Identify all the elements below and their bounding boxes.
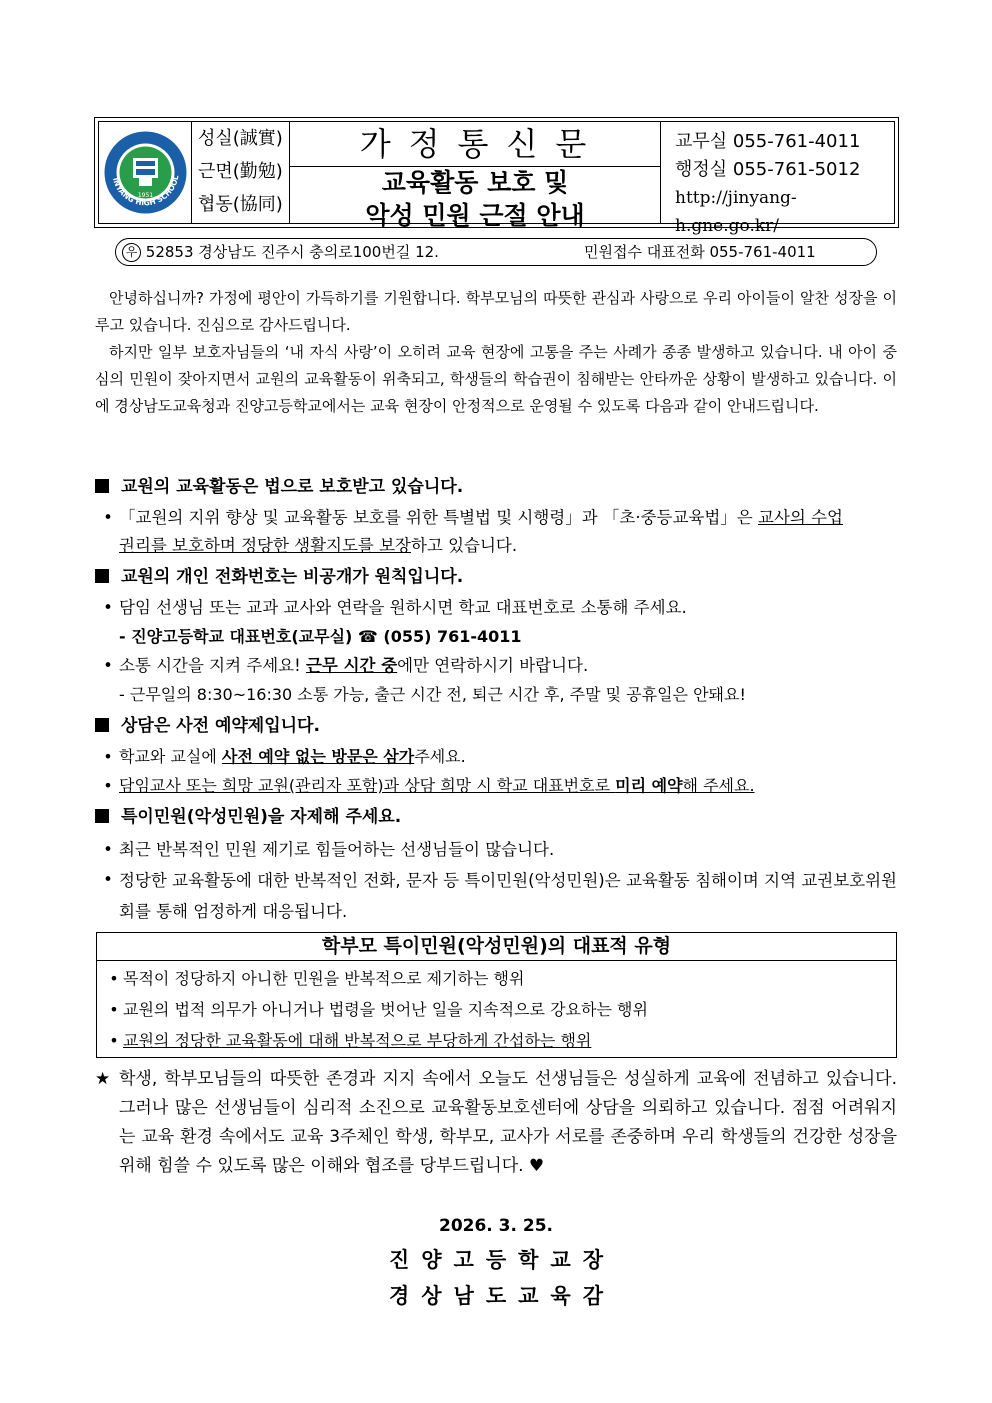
bullet-icon: • [103, 840, 113, 859]
contact-admin: 행정실 055-761-5012 [675, 159, 861, 180]
section-2-sub-2: - 근무일의 8:30~16:30 소통 가능, 출근 시간 전, 퇴근 시간 후, 주말 및 공휴일은 안돼요! [119, 685, 746, 704]
postal-mark: 우 [122, 243, 141, 262]
bullet-icon: • [103, 870, 113, 889]
s2-item2-underline: 근무 시간 중 [305, 656, 398, 675]
s2-item2-text: 소통 시간을 지켜 주세요! [119, 656, 306, 675]
box-item-2 [97, 994, 896, 1025]
box-item-1-text: 목적이 정당하지 아니한 민원을 반복적으로 제기하는 행위 [123, 969, 525, 988]
doc-title-line2: 악성 민원 근절 안내 [365, 201, 585, 230]
section-3-item-1 [97, 743, 897, 771]
section-3-heading [95, 712, 320, 740]
section-2-item-2 [97, 652, 897, 680]
closing-paragraph [95, 1065, 897, 1181]
s2-item2-end: 에만 연락하시기 바랍니다. [397, 656, 589, 675]
square-bullet-icon [95, 809, 109, 823]
section-4-heading [95, 803, 401, 831]
doc-title-line1: 교육활동 보호 및 [381, 168, 569, 197]
emblem-year: 1951 [137, 192, 154, 199]
box-title: 학부모 특이민원(악성민원)의 대표적 유형 [97, 933, 896, 961]
contact-office: 교무실 055-761-4011 [675, 131, 861, 152]
motto-3: 협동(協同) [198, 194, 283, 215]
box-item-3-text: 교원의 정당한 교육활동에 대해 반복적으로 부당하게 간섭하는 행위 [123, 1031, 592, 1050]
signature-superintendent: 경상남도교육감 [388, 1284, 615, 1308]
s4-item2-text: 정당한 교육활동에 대한 반복적인 전화, 문자 등 특이민원(악성민원)은 교육활동 침해이며 지역 교권보호위원회를 통해 엄정하게 대응됩니다. [119, 871, 897, 921]
square-bullet-icon [95, 718, 109, 732]
section-1-title: 교원의 교육활동은 법으로 보호받고 있습니다. [121, 477, 464, 497]
s3-item2-bold: 미리 예약 [615, 776, 683, 795]
complaint-types-box [96, 932, 897, 1058]
contact-website[interactable]: http://jinyang-h.gne.go.kr/ [675, 188, 797, 236]
section-1-heading [95, 473, 463, 501]
box-item-2-text: 교원의 법적 의무가 아니거나 법령을 벗어난 일을 지속적으로 강요하는 행위 [123, 1000, 648, 1019]
address-bar [115, 238, 877, 266]
bullet-icon: • [103, 656, 113, 675]
section-2-sub-1: - 진양고등학교 대표번호(교무실) ☎ (055) 761-4011 [119, 627, 522, 646]
s3-item2-text: 담임교사 또는 희망 교원(관리자 포함)과 상담 희망 시 학교 대표번호로 [119, 776, 616, 795]
bullet-icon: • [103, 508, 113, 527]
bullet-icon: • [109, 1031, 119, 1050]
s1-item1-underline-2: 권리를 보호하며 정당한 생활지도를 보장 [119, 536, 411, 555]
bullet-icon: • [103, 747, 113, 766]
s3-item1-text: 학교와 교실에 [119, 747, 222, 766]
s2-item1-text: 담임 선생님 또는 교과 교사와 연락을 원하시면 학교 대표번호로 소통해 주세요. [119, 598, 687, 617]
s1-item1-text: 「교원의 지위 향상 및 교육활동 보호를 위한 특별법 및 시행령」과 「초·중등교육법」은 [119, 508, 758, 527]
section-2-item-1 [97, 594, 897, 622]
s3-item2-end: 해 주세요. [682, 776, 755, 795]
bullet-icon: • [103, 598, 113, 617]
closing-text: 학생, 학부모님들의 따뜻한 존경과 지지 속에서 오늘도 선생님들은 성실하게 교육에 전념하고 있습니다. 그러나 많은 선생님들이 심리적 소진으로 교육활동보호센터에 상담을 의뢰하고 있습니다. 점점 어려워지는 교육 환경 속에서도 교육 3주체인 학생, 학부모, 교사가 서로를 존중하며 우리 학생들의 건강한 성장을 위해 힘쓸 수 있도록 많은 이해와 협조를 당부드립니다. [119, 1069, 897, 1176]
section-4-item-1 [97, 836, 897, 864]
section-1-item-1 [97, 504, 897, 532]
signature-principal: 진양고등학교장 [388, 1248, 615, 1272]
box-item-1 [97, 963, 896, 994]
box-item-3 [97, 1025, 896, 1056]
bullet-icon: • [109, 1000, 119, 1019]
banner-title: 가정통신문 [290, 122, 660, 167]
section-3-title: 상담은 사전 예약제입니다. [121, 716, 320, 736]
section-1-item-1-cont [119, 532, 897, 560]
intro-paragraph-1: 안녕하십니까? 가정에 평안이 가득하기를 기원합니다. 학부모님의 따뜻한 관심과 사랑으로 우리 아이들이 알찬 성장을 이루고 있습니다. 진심으로 감사드립니다. [95, 289, 897, 334]
s1-item1-end: 하고 있습니다. [410, 536, 518, 555]
section-2-title: 교원의 개인 전화번호는 비공개가 원칙입니다. [121, 567, 464, 587]
s3-item1-underline: 사전 예약 없는 방문은 삼가 [221, 747, 415, 766]
section-4-item-2 [97, 866, 897, 927]
section-4-title: 특이민원(악성민원)을 자제해 주세요. [121, 807, 402, 827]
section-3-item-2 [97, 772, 897, 800]
square-bullet-icon [95, 479, 109, 493]
bullet-icon: • [103, 776, 113, 795]
title-cell [290, 122, 661, 230]
motto-cell [192, 122, 290, 223]
logo-cell [99, 122, 192, 223]
section-2-heading [95, 563, 463, 591]
emblem-text: INYANG HIGH SCHOOL [111, 174, 181, 208]
heart-icon: ♥ [528, 1156, 545, 1176]
bullet-icon: • [109, 969, 119, 988]
s4-item1-text: 최근 반복적인 민원 제기로 힘들어하는 선생님들이 많습니다. [119, 840, 555, 859]
motto-1: 성실(誠實) [198, 128, 283, 149]
school-emblem [103, 130, 188, 215]
motto-2: 근면(勤勉) [198, 161, 283, 182]
header [98, 121, 895, 236]
s3-item1-end: 주세요. [414, 747, 466, 766]
postal-address: 52853 경상남도 진주시 충의로100번길 12. [145, 243, 439, 261]
contact-cell [661, 122, 894, 236]
s1-item1-underline-1: 교사의 수업 [758, 508, 843, 527]
star-icon: ★ [95, 1069, 111, 1089]
hotline: 민원접수 대표전화 055-761-4011 [584, 243, 816, 261]
square-bullet-icon [95, 569, 109, 583]
signature-date: 2026. 3. 25. [438, 1216, 553, 1236]
intro-paragraph-2: 하지만 일부 보호자님들의 ‘내 자식 사랑’이 오히려 교육 현장에 고통을 주는 사례가 종종 발생하고 있습니다. 내 아이 중심의 민원이 잦아지면서 교원의 교육활동이 위축되고, 학생들의 학습권이 침해받는 안타까운 상황이 발생하고 있습니다. 이에 경상남도교육청과 진양고등학교에서는 교육 현장이 안정적으로 운영될 수 있도록 다음과 같이 안내드립니다. [95, 343, 897, 415]
